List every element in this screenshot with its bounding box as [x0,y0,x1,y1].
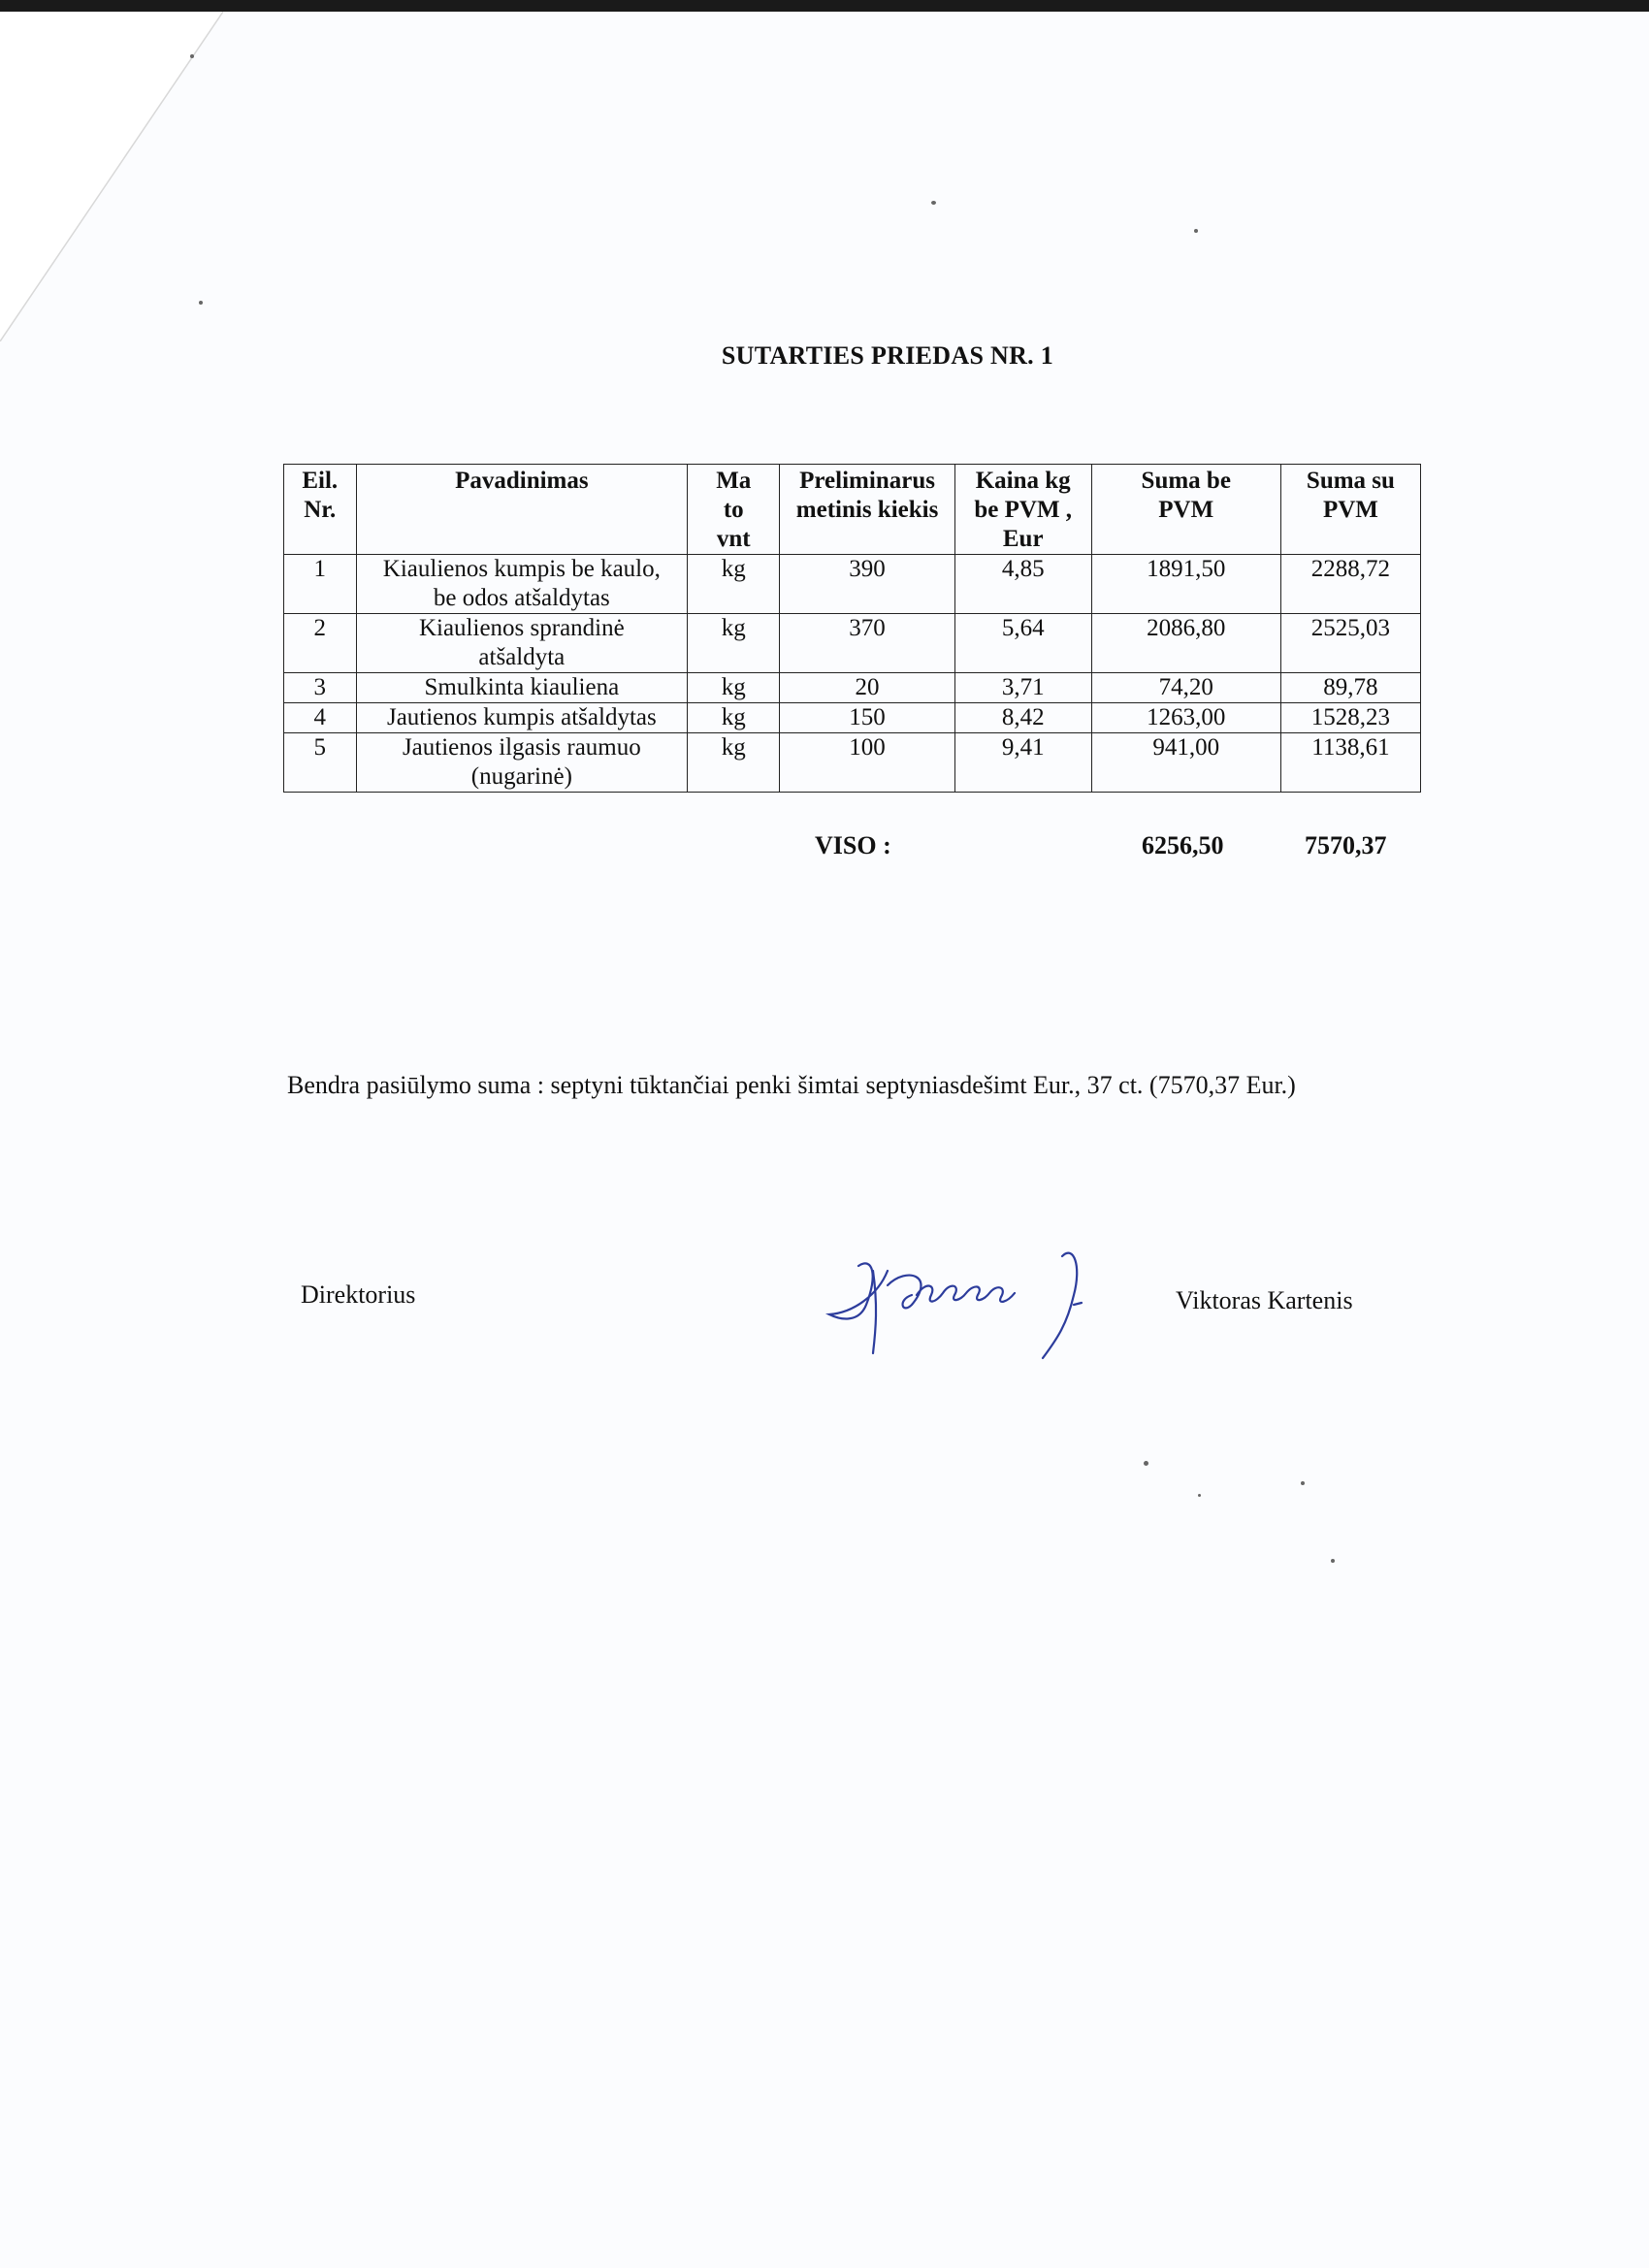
col-nr-header [284,465,357,555]
row-nr: 4 [284,703,357,733]
item-name [356,703,688,733]
sum-net: 1891,50 [1091,555,1280,614]
items-table [283,464,1421,793]
header-line: Eil. [302,468,339,494]
header-line: vnt [716,526,751,552]
scan-speck [931,201,936,205]
header-line: to [723,497,744,523]
col-gross-header [1280,465,1420,555]
scan-top-edge [0,0,1649,12]
quantity: 370 [780,614,954,673]
table-row [284,733,1421,793]
unit: kg [688,614,780,673]
table-body [284,555,1421,793]
col-unit-header [688,465,780,555]
item-name-line: be odos atšaldytas [433,585,610,611]
header-line: Pavadinimas [455,468,589,494]
director-title: Direktorius [301,1280,416,1309]
scan-speck [1144,1461,1148,1466]
scan-speck [1198,1494,1201,1497]
item-name-line: atšaldyta [478,644,566,670]
item-name-line: Jautienos kumpis atšaldytas [386,704,657,730]
item-name-line: (nugarinė) [470,763,572,790]
table-row [284,614,1421,673]
price: 3,71 [954,673,1091,703]
total-gross: 7570,37 [1305,831,1387,859]
sum-net: 74,20 [1091,673,1280,703]
header-line: Nr. [304,497,337,523]
sum-gross: 2288,72 [1280,555,1420,614]
item-name [356,555,688,614]
col-price-header [954,465,1091,555]
sum-net: 1263,00 [1091,703,1280,733]
scan-speck [1194,229,1198,233]
sum-gross: 1138,61 [1280,733,1420,793]
header-line: Suma su [1306,468,1395,494]
header-line: Suma be [1141,468,1231,494]
item-name-line: Smulkinta kiauliena [424,674,620,700]
scan-speck [190,54,194,58]
price: 5,64 [954,614,1091,673]
header-line: be PVM , [974,497,1073,523]
item-name [356,614,688,673]
item-name-line: Kiaulienos kumpis be kaulo, [382,556,661,582]
row-nr: 5 [284,733,357,793]
item-name [356,673,688,703]
price: 8,42 [954,703,1091,733]
total-label: VISO : [815,831,891,859]
sum-gross: 2525,03 [1280,614,1420,673]
offer-sum-text: Bendra pasiūlymo suma : septyni tūktančiai penki šimtai septyniasdešimt Eur., 37 ct. (7570,37 Eur.) [287,1071,1296,1099]
row-nr: 3 [284,673,357,703]
unit: kg [688,703,780,733]
row-nr: 2 [284,614,357,673]
page-title: SUTARTIES PRIEDAS NR. 1 [721,341,1054,370]
price: 4,85 [954,555,1091,614]
table-row [284,673,1421,703]
header-line: Preliminarus [799,468,935,494]
scan-speck [199,301,203,305]
col-name-header [356,465,688,555]
unit: kg [688,555,780,614]
quantity: 100 [780,733,954,793]
item-name [356,733,688,793]
scan-speck [1331,1559,1335,1563]
price: 9,41 [954,733,1091,793]
header-line: Kaina kg [975,468,1071,494]
sum-gross: 1528,23 [1280,703,1420,733]
sum-gross: 89,78 [1280,673,1420,703]
unit: kg [688,733,780,793]
item-name-line: Kiaulienos sprandinė [418,615,625,641]
row-nr: 1 [284,555,357,614]
header-line: PVM [1158,497,1214,523]
quantity: 390 [780,555,954,614]
header-line: Ma [716,468,752,494]
signature-image [820,1247,1130,1363]
col-net-header [1091,465,1280,555]
director-name: Viktoras Kartenis [1176,1286,1353,1314]
folded-corner [0,12,223,341]
unit: kg [688,673,780,703]
item-name-line: Jautienos ilgasis raumuo [402,734,641,761]
quantity: 150 [780,703,954,733]
table-row [284,703,1421,733]
table-row [284,555,1421,614]
scan-speck [1301,1481,1305,1485]
total-net: 6256,50 [1142,831,1224,859]
col-qty-header [780,465,954,555]
header-line: Eur [1002,526,1044,552]
table-header-row [284,465,1421,555]
sum-net: 2086,80 [1091,614,1280,673]
header-line: PVM [1322,497,1378,523]
sum-net: 941,00 [1091,733,1280,793]
header-line: metinis kiekis [795,497,939,523]
quantity: 20 [780,673,954,703]
